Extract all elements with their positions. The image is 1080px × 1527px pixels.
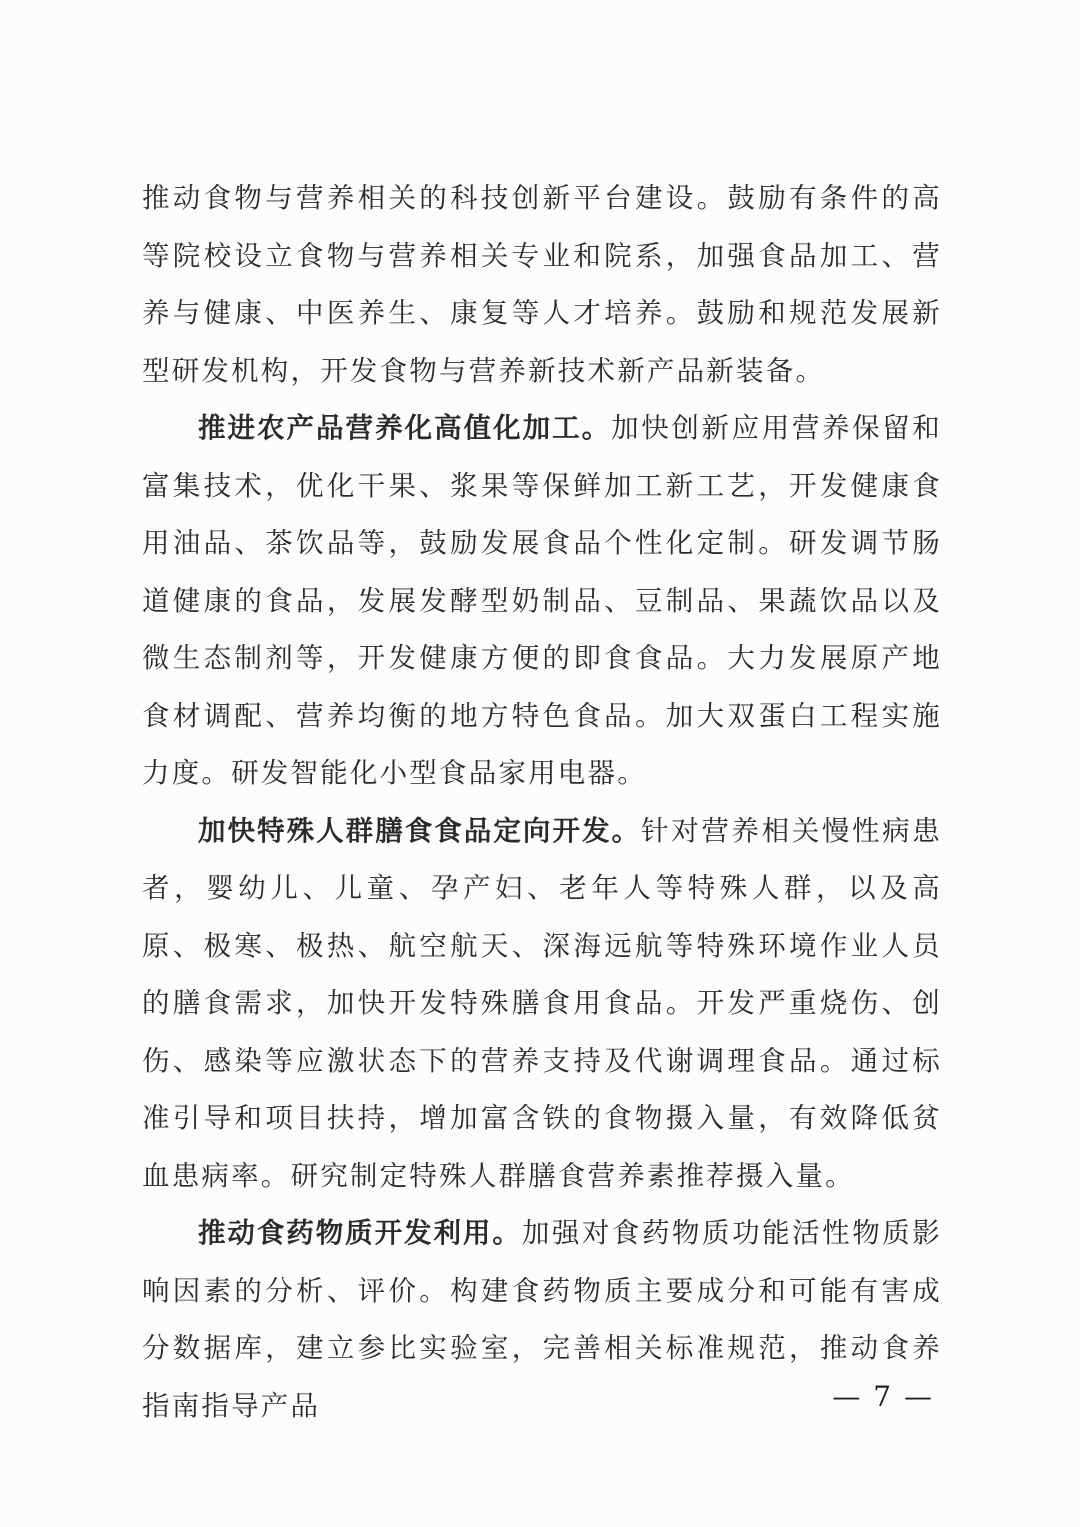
document-body [142, 170, 942, 1435]
paragraph-1-text: 推动食物与营养相关的科技创新平台建设。鼓励有条件的高等院校设立食物与营养相关专业和院系，加强食品加工、营养与健康、中医养生、康复等人才培养。鼓励和规范发展新型研发机构，开发食物与营养新技术新产品新装备。 [142, 182, 942, 387]
paragraph-2 [142, 400, 942, 803]
paragraph-2-text: 加快创新应用营养保留和富集技术，优化干果、浆果等保鲜加工新工艺，开发健康食用油品、茶饮品等，鼓励发展食品个性化定制。研发调节肠道健康的食品，发展发酵型奶制品、豆制品、果蔬饮品以及微生态制剂等，开发健康方便的即食食品。大力发展原产地食材调配、营养均衡的地方特色食品。加大双蛋白工程实施力度。研发智能化小型食品家用电器。 [142, 412, 942, 789]
paragraph-3 [142, 803, 942, 1206]
paragraph-4 [142, 1205, 942, 1435]
paragraph-4-heading: 推动食药物质开发利用。 [198, 1217, 522, 1249]
paragraph-2-heading: 推进农产品营养化高值化加工。 [198, 412, 612, 444]
paragraph-3-heading: 加快特殊人群膳食食品定向开发。 [198, 814, 642, 847]
paragraph-1 [142, 170, 942, 400]
paragraph-4-text: 加强对食药物质功能活性物质影响因素的分析、评价。构建食药物质主要成分和可能有害成分数据库，建立参比实验室，完善相关标准规范，推动食养指南指导产品 [142, 1217, 942, 1422]
page-number: — 7 — [832, 1380, 934, 1413]
paragraph-3-text: 针对营养相关慢性病患者，婴幼儿、儿童、孕产妇、老年人等特殊人群，以及高原、极寒、极热、航空航天、深海远航等特殊环境作业人员的膳食需求，加快开发特殊膳食用食品。开发严重烧伤、创伤、感染等应激状态下的营养支持及代谢调理食品。通过标准引导和项目扶持，增加富含铁的食物摄入量，有效降低贫血患病率。研究制定特殊人群膳食营养素推荐摄入量。 [142, 814, 942, 1192]
